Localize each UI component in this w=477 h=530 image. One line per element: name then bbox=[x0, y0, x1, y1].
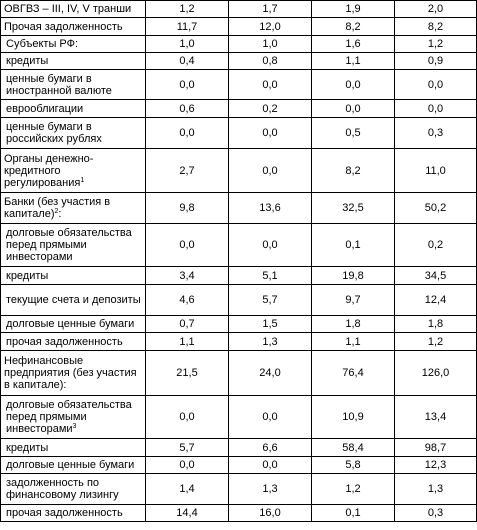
value-cell: 0,7 bbox=[146, 316, 229, 333]
value-cell: 76,4 bbox=[312, 351, 395, 396]
value-cell: 0,0 bbox=[229, 457, 312, 474]
value-cell: 1,0 bbox=[229, 36, 312, 53]
value-cell: 1,8 bbox=[395, 316, 477, 333]
value-cell: 0,5 bbox=[312, 118, 395, 149]
row-label-text: ценные бумаги в российских рублях bbox=[6, 121, 102, 145]
row-label bbox=[1, 70, 146, 100]
row-label-text: еврооблигации bbox=[6, 102, 84, 115]
table-row bbox=[1, 316, 477, 333]
value-cell: 32,5 bbox=[312, 193, 395, 224]
value-cell: 5,7 bbox=[146, 439, 229, 457]
value-cell: 0,6 bbox=[146, 100, 229, 118]
value-cell: 0,0 bbox=[146, 70, 229, 100]
row-label-text: Органы денежно-кредитного регулирования bbox=[4, 152, 94, 189]
value-cell: 0,3 bbox=[395, 505, 477, 522]
row-label-text: ОВГВЗ – III, IV, V транши bbox=[4, 3, 132, 15]
table-row bbox=[1, 267, 477, 285]
row-label bbox=[1, 505, 146, 522]
value-cell: 50,2 bbox=[395, 193, 477, 224]
value-cell: 0,0 bbox=[146, 224, 229, 267]
footnote-mark: 3 bbox=[72, 423, 77, 430]
table-row bbox=[1, 118, 477, 149]
row-label-text: Субъекты РФ: bbox=[6, 38, 79, 50]
row-label bbox=[1, 118, 146, 149]
table-row bbox=[1, 149, 477, 193]
value-cell: 1,2 bbox=[395, 333, 477, 351]
value-cell: 1,5 bbox=[229, 316, 312, 333]
value-cell: 11,0 bbox=[395, 149, 477, 193]
value-cell: 5,7 bbox=[229, 285, 312, 316]
row-label-text: долговые ценные бумаги bbox=[6, 318, 135, 330]
table-row bbox=[1, 36, 477, 53]
value-cell: 12,0 bbox=[229, 18, 312, 36]
value-cell: 1,3 bbox=[229, 333, 312, 351]
table-row bbox=[1, 333, 477, 351]
value-cell: 0,0 bbox=[146, 118, 229, 149]
value-cell: 58,4 bbox=[312, 439, 395, 457]
table-row bbox=[1, 100, 477, 118]
row-label bbox=[1, 53, 146, 70]
value-cell: 1,6 bbox=[312, 36, 395, 53]
value-cell: 0,0 bbox=[146, 457, 229, 474]
row-label bbox=[1, 193, 146, 224]
table-row bbox=[1, 18, 477, 36]
table-row bbox=[1, 439, 477, 457]
value-cell: 1,9 bbox=[312, 1, 395, 18]
value-cell: 11,7 bbox=[146, 18, 229, 36]
value-cell: 0,8 bbox=[229, 53, 312, 70]
row-label bbox=[1, 474, 146, 505]
row-label-text: долговые обязательства перед прямыми инвесторами bbox=[6, 399, 132, 435]
row-label-text: прочая задолженность bbox=[6, 507, 123, 519]
value-cell: 1,1 bbox=[146, 333, 229, 351]
row-label bbox=[1, 267, 146, 285]
value-cell: 14,4 bbox=[146, 505, 229, 522]
value-cell: 0,0 bbox=[229, 70, 312, 100]
row-label bbox=[1, 100, 146, 118]
row-label-text: Прочая задолженность bbox=[4, 20, 123, 33]
value-cell: 0,0 bbox=[229, 118, 312, 149]
value-cell: 1,0 bbox=[146, 36, 229, 53]
value-cell: 0,0 bbox=[229, 149, 312, 193]
row-label-text: Нефинансовые предприятия (без участия в капитале): bbox=[4, 355, 137, 391]
value-cell: 6,6 bbox=[229, 439, 312, 457]
row-label bbox=[1, 316, 146, 333]
value-cell: 5,1 bbox=[229, 267, 312, 285]
row-label bbox=[1, 351, 146, 396]
value-cell: 4,6 bbox=[146, 285, 229, 316]
table-row bbox=[1, 474, 477, 505]
value-cell: 0,1 bbox=[312, 505, 395, 522]
value-cell: 98,7 bbox=[395, 439, 477, 457]
value-cell: 0,4 bbox=[146, 53, 229, 70]
row-label bbox=[1, 36, 146, 53]
table-row bbox=[1, 224, 477, 267]
row-label-text: задолженность по финансовому лизингу bbox=[6, 477, 119, 501]
value-cell: 0,9 bbox=[395, 53, 477, 70]
value-cell: 0,0 bbox=[395, 100, 477, 118]
row-label bbox=[1, 149, 146, 193]
value-cell: 8,2 bbox=[312, 18, 395, 36]
table-row bbox=[1, 457, 477, 474]
table-row bbox=[1, 505, 477, 522]
table-row bbox=[1, 396, 477, 439]
value-cell: 16,0 bbox=[229, 505, 312, 522]
value-cell: 13,4 bbox=[395, 396, 477, 439]
table-row bbox=[1, 53, 477, 70]
value-cell: 1,3 bbox=[229, 474, 312, 505]
row-label-text: кредиты bbox=[6, 55, 49, 67]
row-label bbox=[1, 396, 146, 439]
value-cell: 1,1 bbox=[312, 53, 395, 70]
value-cell: 0,2 bbox=[395, 224, 477, 267]
value-cell: 1,8 bbox=[312, 316, 395, 333]
row-label-text: прочая задолженность bbox=[6, 335, 123, 348]
value-cell: 0,0 bbox=[229, 396, 312, 439]
table-row bbox=[1, 285, 477, 316]
row-label bbox=[1, 439, 146, 457]
value-cell: 2,0 bbox=[395, 1, 477, 18]
row-label-text: Банки (без участия в капитале) bbox=[4, 196, 111, 220]
value-cell: 0,0 bbox=[146, 396, 229, 439]
row-label bbox=[1, 224, 146, 267]
value-cell: 19,8 bbox=[312, 267, 395, 285]
value-cell: 1,3 bbox=[395, 474, 477, 505]
row-label-text: ценные бумаги в иностранной валюте bbox=[6, 72, 112, 97]
value-cell: 9,8 bbox=[146, 193, 229, 224]
table-row bbox=[1, 351, 477, 396]
value-cell: 1,4 bbox=[146, 474, 229, 505]
value-cell: 1,1 bbox=[312, 333, 395, 351]
row-label-text: долговые обязательства перед прямыми инвесторами bbox=[6, 227, 132, 263]
value-cell: 0,0 bbox=[229, 224, 312, 267]
value-cell: 10,9 bbox=[312, 396, 395, 439]
row-label bbox=[1, 1, 146, 18]
value-cell: 24,0 bbox=[229, 351, 312, 396]
row-label bbox=[1, 457, 146, 474]
row-label-text: долговые ценные бумаги bbox=[6, 459, 135, 471]
value-cell: 0,0 bbox=[395, 70, 477, 100]
value-cell: 13,6 bbox=[229, 193, 312, 224]
table-row bbox=[1, 70, 477, 100]
footnote-mark: 2 bbox=[54, 208, 59, 215]
row-label bbox=[1, 18, 146, 36]
value-cell: 1,7 bbox=[229, 1, 312, 18]
value-cell: 21,5 bbox=[146, 351, 229, 396]
value-cell: 8,2 bbox=[395, 18, 477, 36]
debt-table-body bbox=[1, 1, 477, 522]
value-cell: 12,4 bbox=[395, 285, 477, 316]
row-label bbox=[1, 285, 146, 316]
value-cell: 0,2 bbox=[229, 100, 312, 118]
value-cell: 3,4 bbox=[146, 267, 229, 285]
value-cell: 0,0 bbox=[312, 100, 395, 118]
value-cell: 34,5 bbox=[395, 267, 477, 285]
table-row bbox=[1, 193, 477, 224]
value-cell: 0,3 bbox=[395, 118, 477, 149]
value-cell: 5,8 bbox=[312, 457, 395, 474]
row-label-text: кредиты bbox=[6, 441, 49, 454]
value-cell: 0,0 bbox=[312, 70, 395, 100]
row-label-text: кредиты bbox=[6, 269, 49, 282]
row-label-suffix: : bbox=[58, 208, 62, 220]
value-cell: 1,2 bbox=[395, 36, 477, 53]
value-cell: 8,2 bbox=[312, 149, 395, 193]
value-cell: 1,2 bbox=[312, 474, 395, 505]
value-cell: 126,0 bbox=[395, 351, 477, 396]
value-cell: 12,3 bbox=[395, 457, 477, 474]
footnote-mark: 1 bbox=[80, 176, 85, 184]
value-cell: 9,7 bbox=[312, 285, 395, 316]
value-cell: 2,7 bbox=[146, 149, 229, 193]
value-cell: 0,1 bbox=[312, 224, 395, 267]
value-cell: 1,2 bbox=[146, 1, 229, 18]
row-label bbox=[1, 333, 146, 351]
table-row bbox=[1, 1, 477, 18]
row-label-text: текущие счета и депозиты bbox=[6, 294, 141, 306]
